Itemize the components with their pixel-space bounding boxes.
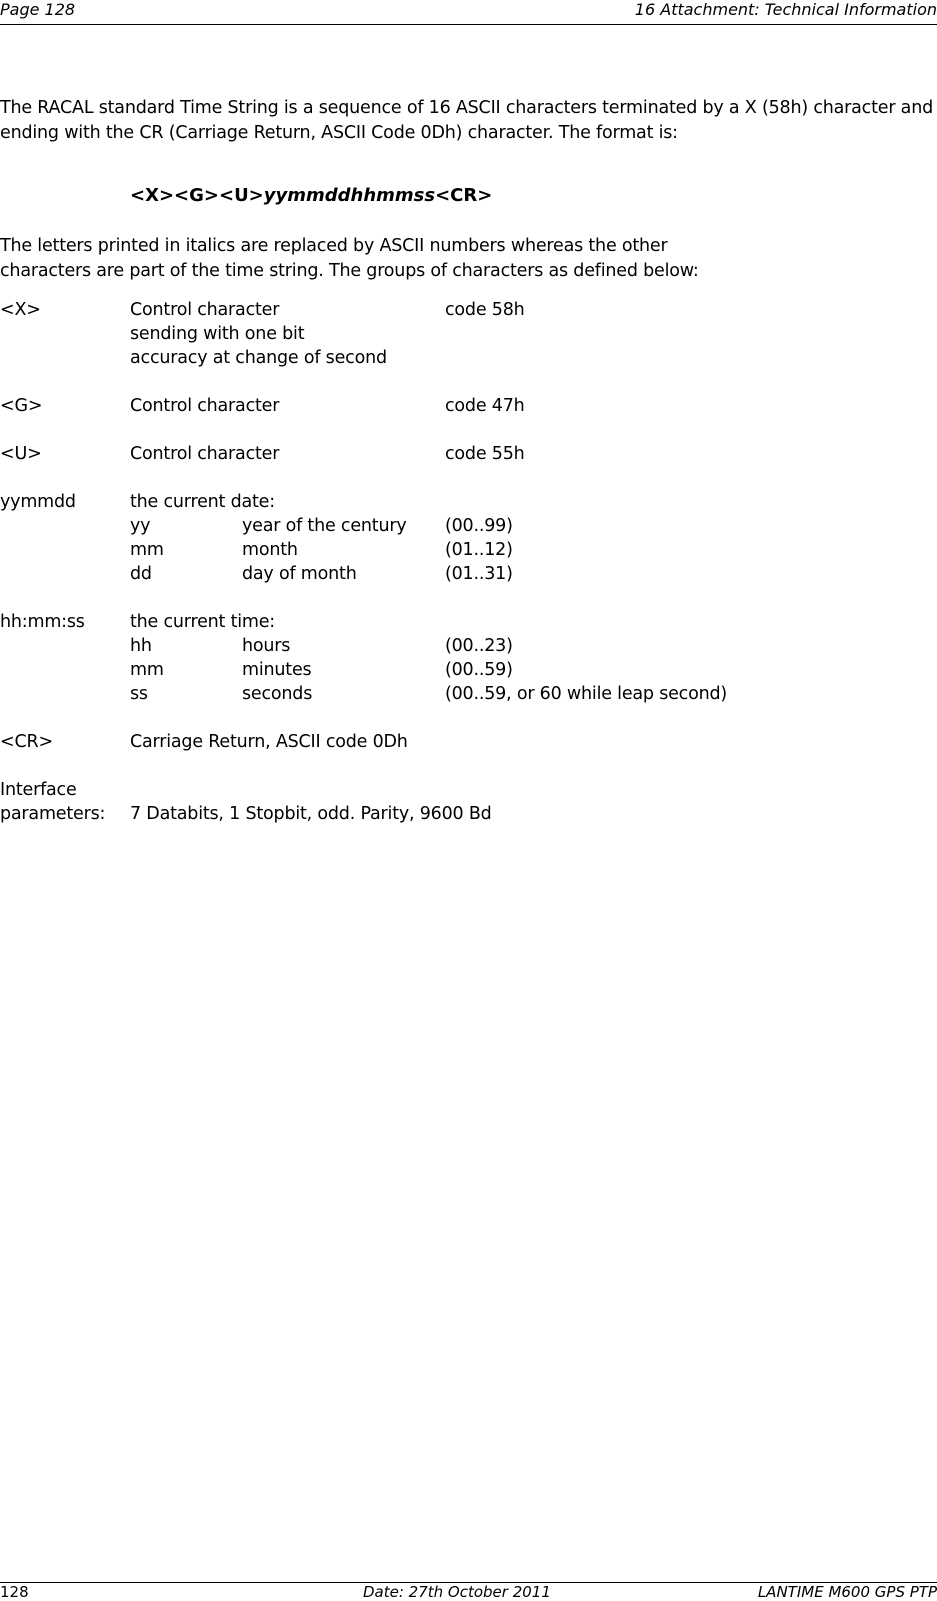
explanation-line: characters are part of the time string. The groups of characters as defined below: bbox=[0, 261, 699, 281]
format-prefix: <X><G><U> bbox=[130, 185, 264, 206]
field-abbr: mm bbox=[130, 660, 164, 680]
field-abbr: mm bbox=[130, 540, 164, 560]
def-key-x: <X> bbox=[0, 300, 41, 320]
page-number: 128 bbox=[0, 1583, 29, 1601]
format-variable: yymmddhhmmss bbox=[263, 185, 436, 206]
field-abbr: dd bbox=[130, 564, 152, 584]
def-key-cr: <CR> bbox=[0, 732, 53, 752]
def-key-date: yymmdd bbox=[0, 492, 76, 512]
def-desc-x: accuracy at change of second bbox=[130, 348, 387, 368]
field-abbr: yy bbox=[130, 516, 151, 536]
def-code-u: code 55h bbox=[445, 444, 525, 464]
field-name: minutes bbox=[242, 660, 312, 680]
field-abbr: ss bbox=[130, 684, 148, 704]
field-range: (00..59, or 60 while leap second) bbox=[445, 684, 728, 704]
def-key-u: <U> bbox=[0, 444, 42, 464]
def-key-interface: parameters: bbox=[0, 804, 106, 824]
section-title: 16 Attachment: Technical Information bbox=[634, 0, 937, 19]
explanation-line: The letters printed in italics are replaced by ASCII numbers whereas the other bbox=[0, 236, 668, 256]
def-desc-cr: Carriage Return, ASCII code 0Dh bbox=[130, 732, 408, 752]
def-key-g: <G> bbox=[0, 396, 43, 416]
page-label: Page 128 bbox=[0, 0, 76, 19]
def-code-g: code 47h bbox=[445, 396, 525, 416]
page-header bbox=[0, 0, 937, 25]
def-key-time: hh:mm:ss bbox=[0, 612, 85, 632]
def-key-interface: Interface bbox=[0, 780, 77, 800]
def-desc-date: the current date: bbox=[130, 492, 275, 512]
field-name: seconds bbox=[242, 684, 313, 704]
field-range: (01..31) bbox=[445, 564, 513, 584]
field-name: day of month bbox=[242, 564, 357, 584]
page-footer bbox=[0, 1582, 937, 1599]
time-string-format bbox=[130, 184, 492, 208]
field-name: year of the century bbox=[242, 516, 407, 536]
document-date: Date: 27th October 2011 bbox=[363, 1583, 551, 1601]
format-suffix: <CR> bbox=[435, 185, 493, 206]
field-range: (00..23) bbox=[445, 636, 513, 656]
def-desc-u: Control character bbox=[130, 444, 280, 464]
explanation-paragraph bbox=[0, 234, 937, 284]
intro-line: The RACAL standard Time String is a sequence of 16 ASCII characters terminated by a X (58h) character and bbox=[0, 98, 934, 118]
field-range: (01..12) bbox=[445, 540, 513, 560]
field-name: month bbox=[242, 540, 298, 560]
def-desc-x: sending with one bit bbox=[130, 324, 305, 344]
field-range: (00..99) bbox=[445, 516, 513, 536]
field-range: (00..59) bbox=[445, 660, 513, 680]
intro-line: ending with the CR (Carriage Return, ASCII Code 0Dh) character. The format is: bbox=[0, 123, 678, 143]
def-desc-x: Control character bbox=[130, 300, 280, 320]
intro-paragraph bbox=[0, 96, 937, 146]
field-name: hours bbox=[242, 636, 291, 656]
def-desc-interface: 7 Databits, 1 Stopbit, odd. Parity, 9600 Bd bbox=[130, 804, 492, 824]
def-code-x: code 58h bbox=[445, 300, 525, 320]
def-desc-time: the current time: bbox=[130, 612, 276, 632]
field-abbr: hh bbox=[130, 636, 152, 656]
product-name: LANTIME M600 GPS PTP bbox=[757, 1583, 937, 1601]
def-desc-g: Control character bbox=[130, 396, 280, 416]
